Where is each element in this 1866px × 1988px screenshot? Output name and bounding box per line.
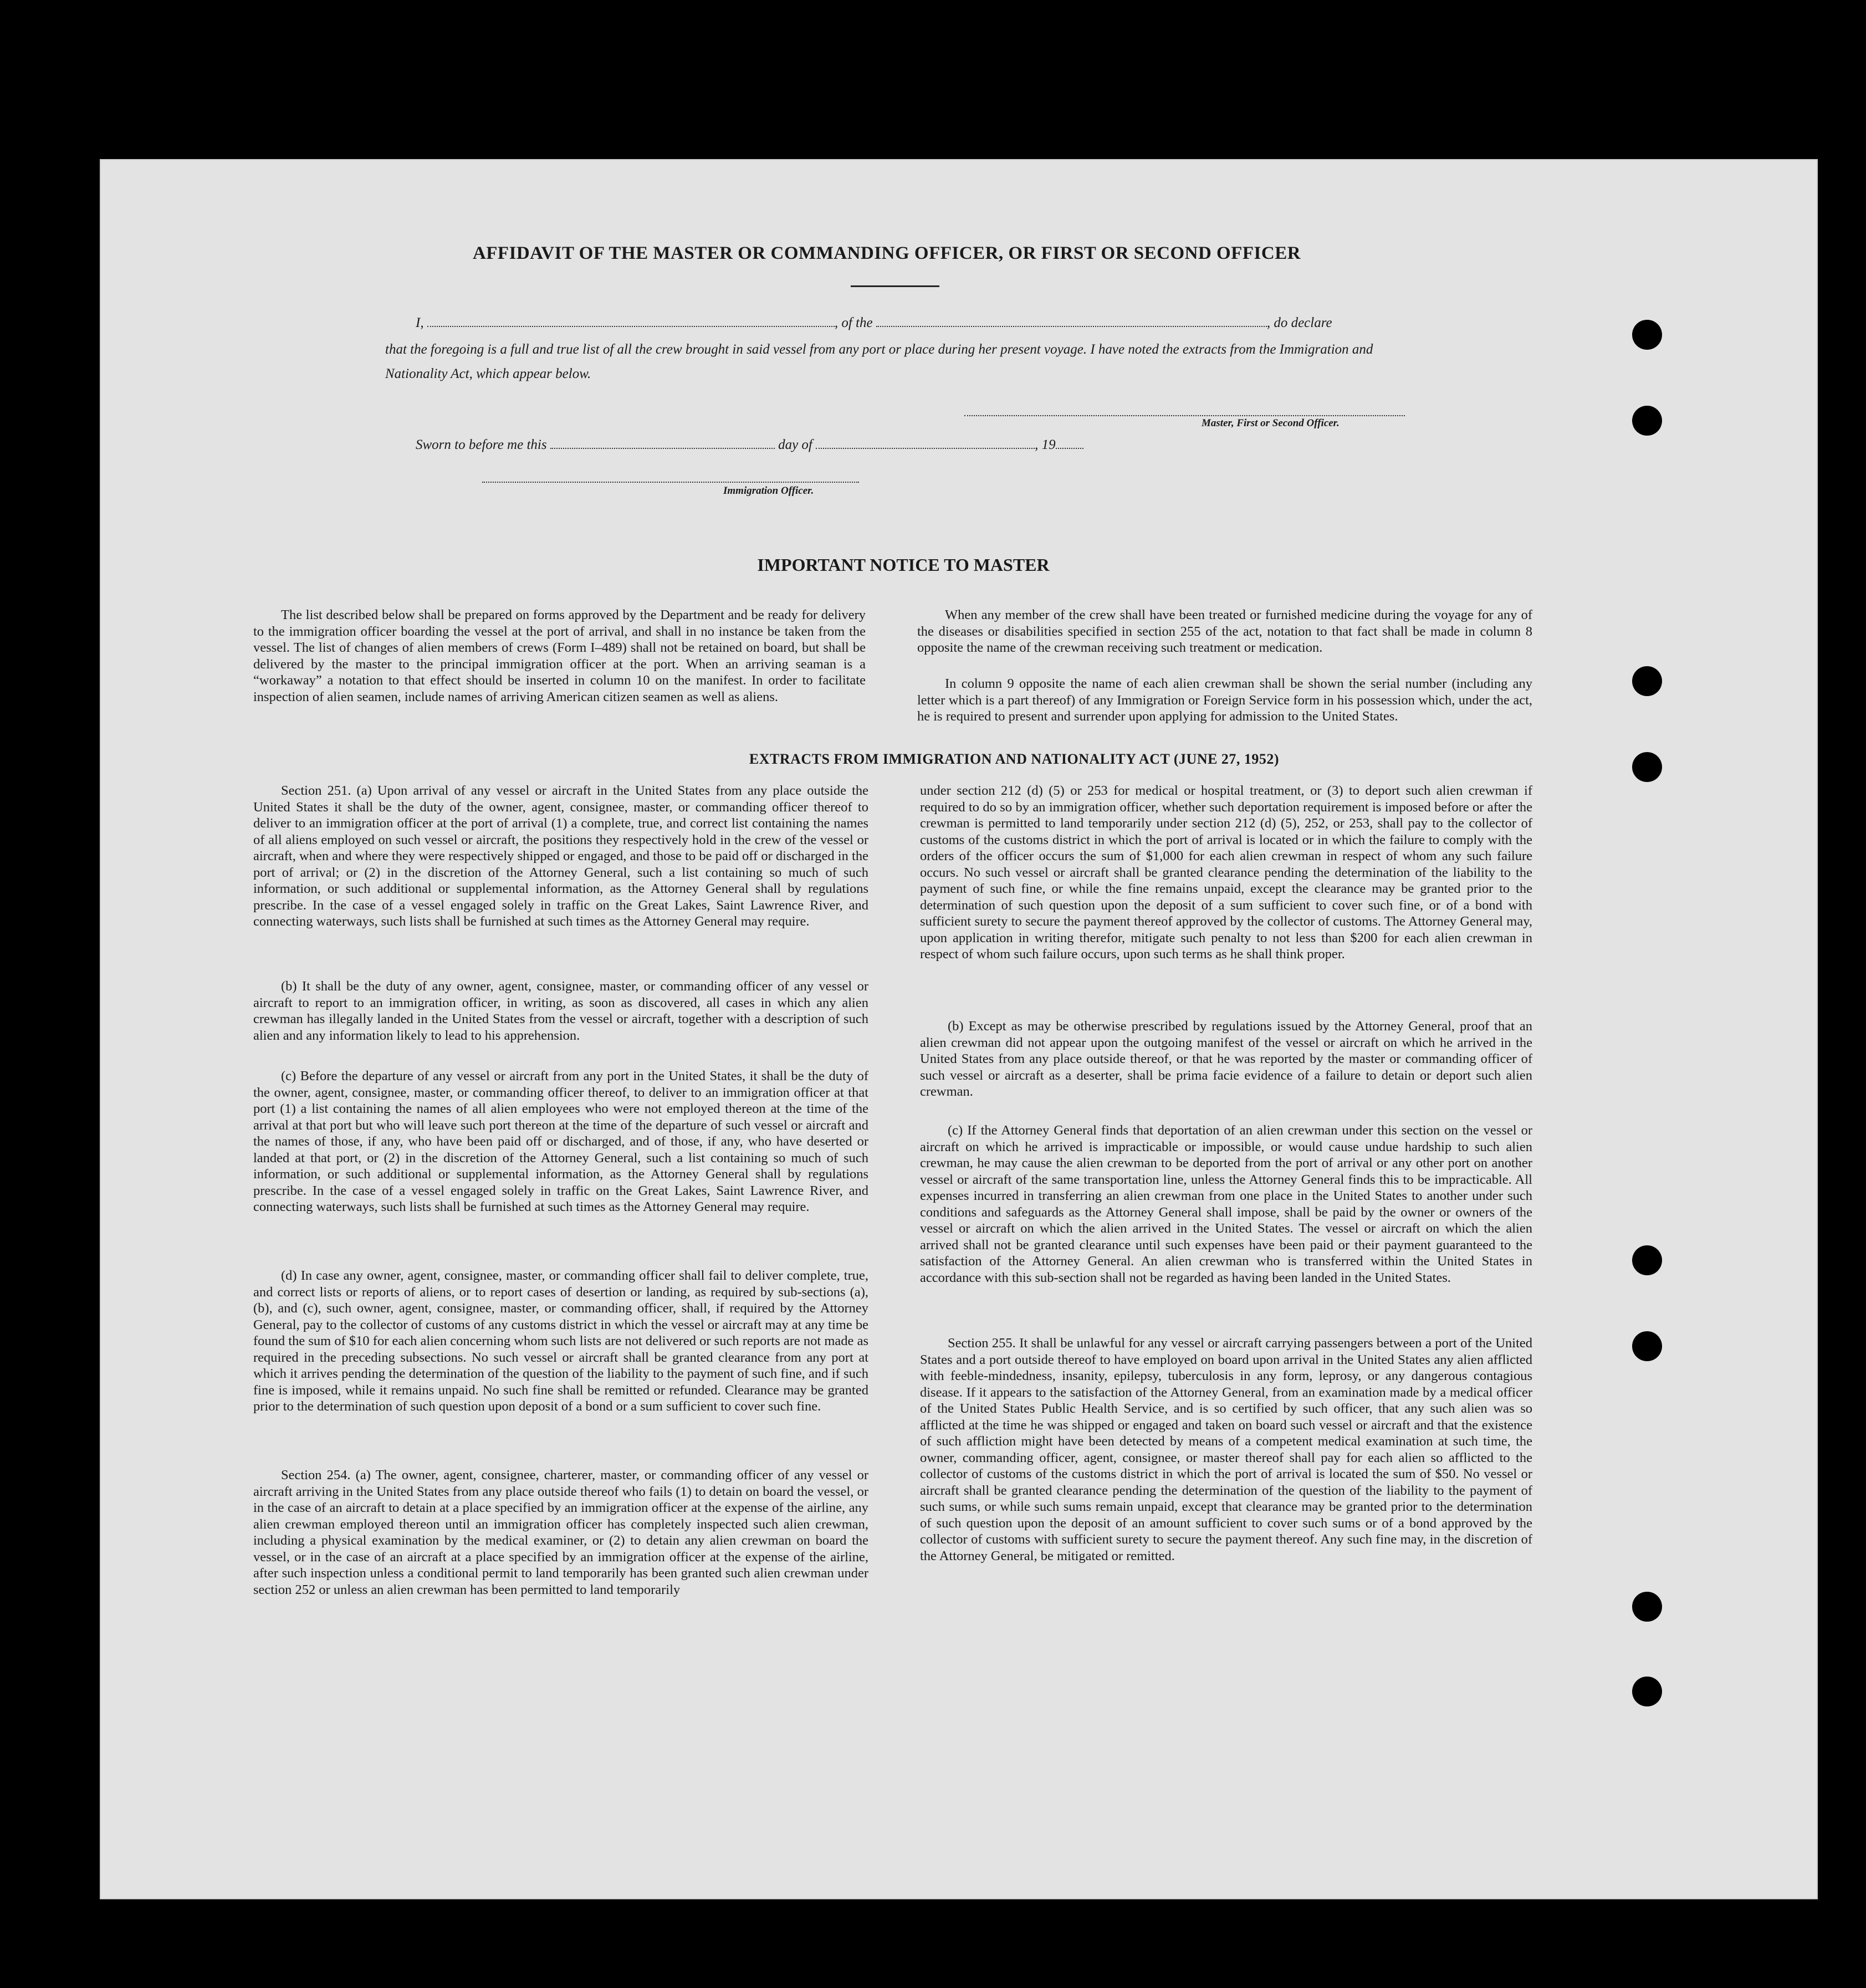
title-rule	[851, 285, 939, 287]
vessel-prefix: , of the	[834, 315, 873, 330]
section-251-d-text: (d) In case any owner, agent, consignee, master, or commanding officer shall fail to deliver complete, true, and correct lists or reports of aliens, or to report cases of desertion or landing, as required by sub-sections (a), (b), and (c), such owner, agent, consignee, master, or commanding officer, shall, if required by the Attorney General, pay to the collector of customs of any customs district in which the vessel or aircraft may at any time be found the sum of $10 for each alien concerning whom such lists are not delivered or such reports are not made as required in the preceding subsections. No such vessel or aircraft shall be granted clearance from any port at which it arrives pending the determination of the question of the liability to the payment of such fine, and if such fine is imposed, while it remains unpaid. No such fine shall be remitted or refunded. Clearance may be granted prior to the determination of such question upon deposit of a bond or a sum sufficient to cover such fine.	[253, 1268, 868, 1414]
sworn-month-blank[interactable]	[816, 438, 1035, 449]
sworn-day-blank[interactable]	[550, 438, 775, 449]
binder-hole	[1632, 1331, 1662, 1361]
section-254-b	[920, 1018, 1532, 1100]
officer-signature-line[interactable]	[482, 482, 859, 483]
binder-hole	[1632, 320, 1662, 350]
section-254-b-text: (b) Except as may be otherwise prescribed by regulations issued by the Attorney General, proof that an alien crewman did not appear upon the outgoing manifest of the vessel or aircraft on which he arrived in the United States from any place outside thereof, or that he was reported by the master or commanding officer of such vessel or aircraft as a deserter, shall be prima facie evidence of a failure to detain or deport such alien crewman.	[920, 1019, 1532, 1099]
notice-title: IMPORTANT NOTICE TO MASTER	[757, 555, 1050, 575]
declarant-name-blank[interactable]	[427, 316, 835, 327]
binder-hole	[1632, 1245, 1662, 1275]
binder-hole	[1632, 666, 1662, 696]
declarant-line	[416, 315, 1332, 331]
master-signature-line[interactable]	[964, 415, 1405, 416]
sworn-line	[416, 437, 1083, 453]
vessel-name-blank[interactable]	[876, 316, 1267, 327]
declaration-text: that the foregoing is a full and true list of all the crew brought in said vessel from any port or place during her present voyage. I have noted the extracts from the Immigration and Nationality Act, which appear below.	[385, 342, 1373, 381]
affidavit-title: AFFIDAVIT OF THE MASTER OR COMMANDING OFFICER, OR FIRST OR SECOND OFFICER	[472, 243, 1301, 263]
section-251-a	[253, 783, 868, 930]
binder-hole	[1632, 752, 1662, 782]
binder-hole	[1632, 1592, 1662, 1622]
section-254-c-text: (c) If the Attorney General finds that deportation of an alien crewman under this section on the vessel or aircraft on which he arrived is impracticable or impossible, or would cause undue hardship to such alien crewman, he may cause the alien crewman to be deported from the port of arrival or any other port on another vessel or aircraft of the same transportation line, unless the Attorney General finds this to be impracticable. All expenses incurred in transferring an alien crewman from one place in the United States to another under such conditions and safeguards as the Attorney General shall impose, shall be paid by the owner or owners of the vessel or aircraft on which the alien arrived in the United States. The vessel or aircraft on which the alien arrived shall not be granted clearance until such expenses have been paid or their payment guaranteed to the satisfaction of the Attorney General. An alien crewman who is transferred within the United States in accordance with this sub-section shall not be regarded as having been landed in the United States.	[920, 1123, 1532, 1285]
sworn-year-label: , 19	[1035, 437, 1056, 452]
section-255-text: Section 255. It shall be unlawful for any vessel or aircraft carrying passengers between a port of the United States and a port outside thereof to have employed on board upon arrival in the United States any alien afflicted with feeble-mindedness, insanity, epilepsy, tuberculosis in any form, leprosy, or any dangerous contagious disease. If it appears to the satisfaction of the Attorney General, from an examination made by a medical officer of the United States Public Health Service, and is so certified by such officer, that any such alien was so afflicted at the time he was shipped or engaged and taken on board such vessel or aircraft and that the existence of such affliction might have been detected by means of a competent medical examination at such time, the owner, commanding officer, agent, consignee, or master thereof shall pay for each alien so afflicted to the collector of customs of the customs district in which the port of arrival is located the sum of $50. No vessel or aircraft shall be granted clearance pending the determination of the question of the liability to the payment of such sums, or while such sums remain unpaid, except that clearance may be granted prior to the determination of such question upon the deposit of an amount sufficient to cover such sums or of a bond approved by the collector of customs with sufficient surety to secure the payment thereof. Any such fine may, in the discretion of the Attorney General, be mitigated or remitted.	[920, 1336, 1532, 1563]
section-251-c	[253, 1068, 868, 1215]
sworn-prefix: Sworn to before me this	[416, 437, 547, 452]
section-254-a-continued-text: under section 212 (d) (5) or 253 for medical or hospital treatment, or (3) to deport such alien crewman if required to do so by an immigration officer, whether such deportation requirement is imposed before or after the crewman is permitted to land temporarily under section 212 (d) (5), 252, or 253, shall pay to the collector of customs of the customs district in which the port of arrival is located or in which the failure to comply with the orders of the officer occurs the sum of $1,000 for each alien crewman in respect of whom any such failure occurs. No such vessel or aircraft shall be granted clearance pending the determination of the liability to the payment of such fine, or while the fine remains unpaid, except the clearance may be granted prior to the determination of such question upon the deposit of a sum sufficient to cover such fine, or of a bond with sufficient surety to secure the payment thereof approved by the collector of customs. The Attorney General may, upon application in writing therefor, mitigate such penalty to not less than $200 for each alien crewman in respect of whom such failure occurs, upon such terms as he shall think proper.	[920, 783, 1532, 962]
section-255	[920, 1335, 1532, 1564]
notice-right-text-1: When any member of the crew shall have been treated or furnished medicine during the voyage for any of the diseases or disabilities specified in section 255 of the act, notation to that fact shall be made in column 8 opposite the name of the crewman receiving such treatment or medication.	[917, 607, 1532, 655]
extracts-title: EXTRACTS FROM IMMIGRATION AND NATIONALITY ACT (JUNE 27, 1952)	[749, 751, 1280, 767]
section-251-b-text: (b) It shall be the duty of any owner, agent, consignee, master, or commanding officer of any vessel or aircraft to report to an immigration officer, in writing, as soon as discovered, all cases in which any alien crewman has illegally landed in the United States from the vessel or aircraft, together with a description of such alien and any information likely to lead to his apprehension.	[253, 979, 868, 1043]
notice-right-paragraph-1	[917, 607, 1532, 656]
notice-right-paragraph-2	[917, 676, 1532, 725]
section-251-a-text: Section 251. (a) Upon arrival of any vessel or aircraft in the United States from any place outside the United States it shall be the duty of the owner, agent, consignee, master, or commanding officer thereof to deliver to an immigration officer at the port of arrival (1) a complete, true, and correct list containing the names of all aliens employed on such vessel or aircraft, the positions they respectively hold in the crew of the vessel or aircraft, when and where they were respectively shipped or engaged, and those to be paid off or discharged in the port of arrival; or (2) in the discretion of the Attorney General, such a list containing so much of such information, or such additional or supplemental information, as the Attorney General shall by regulations prescribe. In the case of a vessel engaged solely in traffic on the Great Lakes, Saint Lawrence River, and connecting waterways, such lists shall be furnished at such times as the Attorney General may require.	[253, 783, 868, 929]
section-251-b	[253, 978, 868, 1044]
section-251-d	[253, 1268, 868, 1415]
master-signature-caption: Master, First or Second Officer.	[1202, 417, 1340, 429]
document-page	[100, 159, 1818, 1899]
section-254-a-text: Section 254. (a) The owner, agent, consignee, charterer, master, or commanding officer of any vessel or aircraft arriving in the United States from any place outside thereof who fails (1) to detain on board the vessel, or in the case of an aircraft to detain at a place specified by an immigration officer at the expense of the airline, any alien crewman employed thereon until an immigration officer has completely inspected such alien crewman, including a physical examination by the medical examiner, or (2) to detain any alien crewman on board the vessel, or in the case of an aircraft at a place specified by an immigration officer at the expense of the airline, after such inspection unless a conditional permit to land temporarily has been granted such alien crewman under section 252 or unless an alien crewman has been permitted to land temporarily	[253, 1468, 868, 1597]
section-254-c	[920, 1122, 1532, 1286]
section-254-a	[253, 1467, 868, 1598]
binder-hole	[1632, 1677, 1662, 1706]
binder-hole	[1632, 406, 1662, 436]
section-254-a-continued	[920, 783, 1532, 963]
officer-signature-caption: Immigration Officer.	[723, 485, 814, 497]
section-251-c-text: (c) Before the departure of any vessel or aircraft from any port in the United States, it shall be the duty of the owner, agent, consignee, master, or commanding officer thereof, to deliver to an immigration officer at that port (1) a list containing the names of all alien employees who were not employed thereon at the time of the arrival at that port but who will leave such port thereon at the time of the departure of such vessel or aircraft and the names of those, if any, who have been paid off or discharged, and of those, if any, who have deserted or landed at that port, or (2) in the discretion of the Attorney General, such a list containing so much of such information, or such additional or supplemental information, as the Attorney General shall by regulations prescribe. In the case of a vessel engaged solely in traffic on the Great Lakes, Saint Lawrence River, and connecting waterways, such lists shall be furnished at such times as the Attorney General may require.	[253, 1069, 868, 1214]
sworn-year-blank[interactable]	[1056, 438, 1083, 449]
declare-suffix: , do declare	[1266, 315, 1332, 330]
notice-left-paragraph	[253, 607, 866, 705]
notice-left-text: The list described below shall be prepared on forms approved by the Department and be ready for delivery to the immigration officer boarding the vessel at the port of arrival, and shall in no instance be taken from the vessel. The list of changes of alien members of crews (Form I–489) shall not be retained on board, but shall be delivered by the master to the principal immigration officer at the port. When an arriving seaman is a “workaway” a notation to that effect should be inserted in column 10 on the manifest. In order to facilitate inspection of alien seamen, include names of arriving American citizen seamen as well as aliens.	[253, 607, 866, 704]
declarant-prefix: I,	[416, 315, 424, 330]
sworn-day-label: day of	[778, 437, 812, 452]
notice-right-text-2: In column 9 opposite the name of each alien crewman shall be shown the serial number (including any letter which is a part thereof) of any Immigration or Foreign Service form in his possession which, under the act, he is required to present and surrender upon applying for admission to the United States.	[917, 676, 1532, 724]
